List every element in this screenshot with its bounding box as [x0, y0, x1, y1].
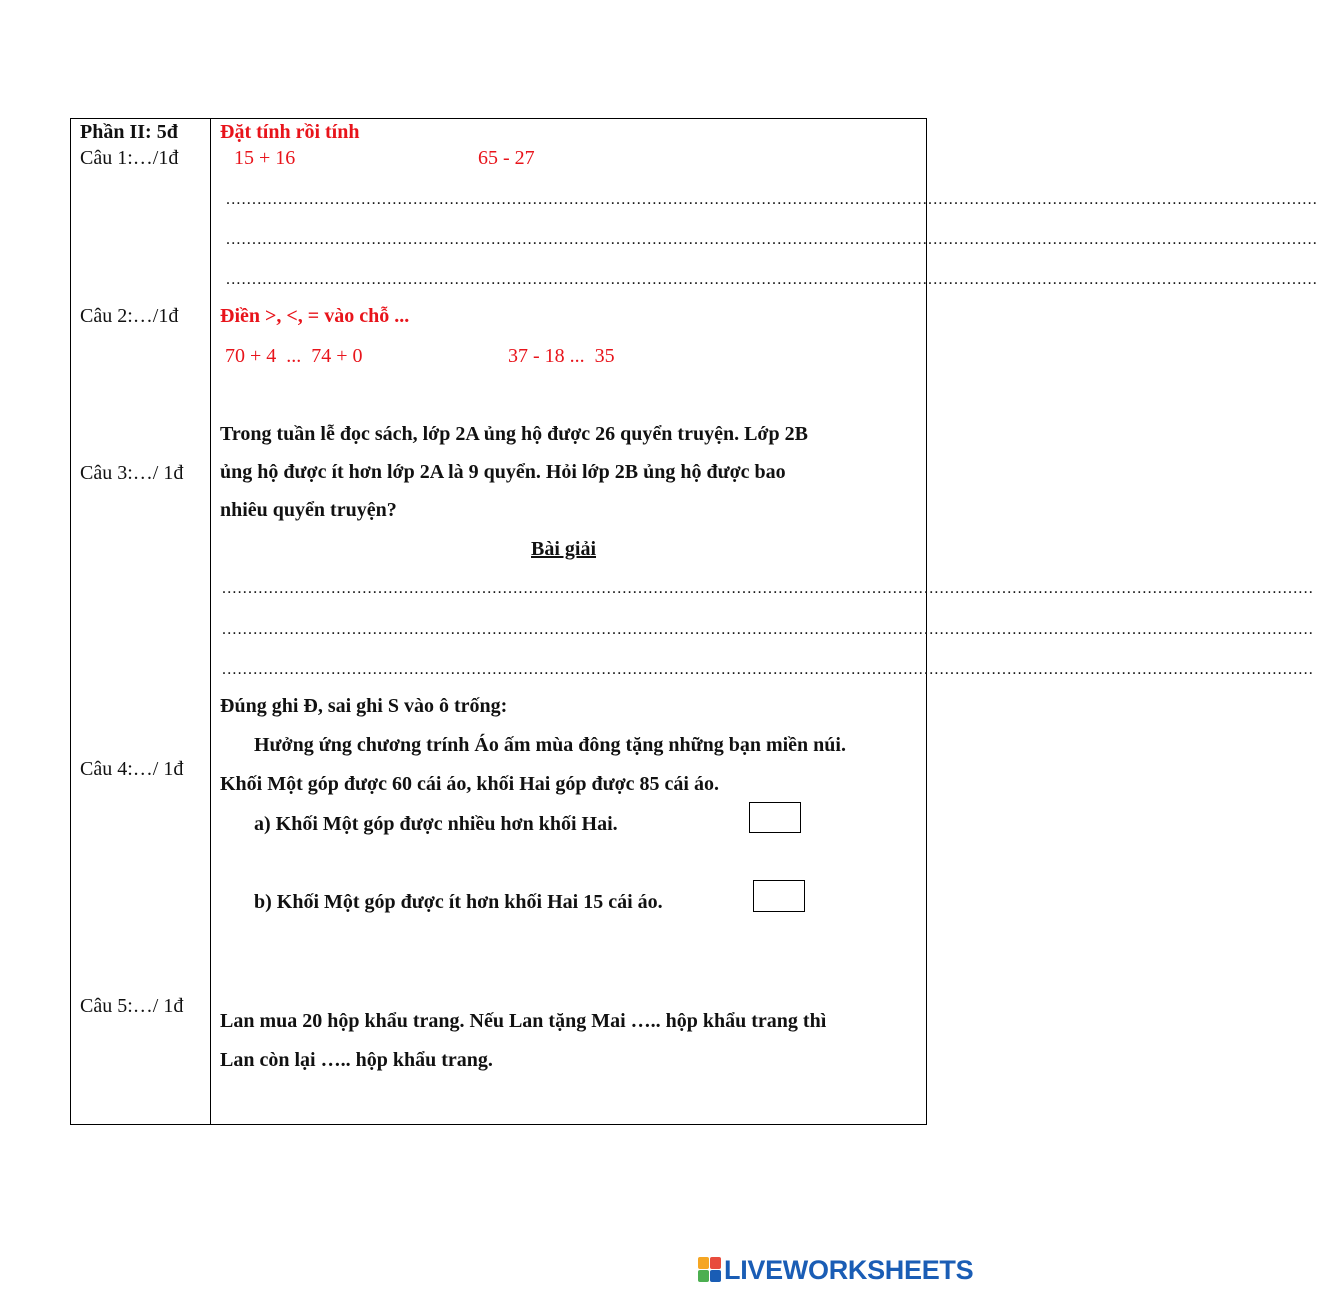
- question-5-text-line-2: Lan còn lại ….. hộp khẩu trang.: [220, 1049, 493, 1071]
- question-4-label: Câu 4:…/ 1đ: [80, 758, 184, 780]
- question-4-heading: Đúng ghi Đ, sai ghi S vào ô trống:: [220, 695, 508, 717]
- answer-box-a[interactable]: [749, 802, 801, 833]
- statement-b: b) Khối Một góp được ít hơn khối Hai 15 cái áo.: [254, 891, 663, 913]
- question-4-text-line-2: Khối Một góp được 60 cái áo, khối Hai góp được 85 cái áo.: [220, 773, 719, 795]
- compare-item-1[interactable]: 70 + 4 ... 74 + 0: [225, 345, 363, 367]
- question-1-label: Câu 1:…/1đ: [80, 147, 179, 169]
- answer-line-2[interactable]: ..................................................................................................................................................................................................................: [226, 231, 1318, 248]
- question-2-heading: Điền >, <, = vào chỗ ...: [220, 305, 410, 327]
- statement-a: a) Khối Một góp được nhiều hơn khối Hai.: [254, 813, 618, 835]
- logo-blocks-icon: [698, 1257, 722, 1283]
- question-3-text-line-3: nhiêu quyển truyện?: [220, 499, 397, 521]
- question-5-label: Câu 5:…/ 1đ: [80, 995, 184, 1017]
- calc-item-2: 65 - 27: [478, 147, 535, 169]
- solution-line-2[interactable]: ..................................................................................................................................................................................................................: [222, 621, 1314, 638]
- answer-box-b[interactable]: [753, 880, 805, 912]
- liveworksheets-logo: [698, 1254, 973, 1286]
- logo-text: LIVEWORKSHEETS: [724, 1254, 974, 1285]
- calc-item-1: 15 + 16: [234, 147, 296, 169]
- solution-line-1[interactable]: ..................................................................................................................................................................................................................: [222, 580, 1314, 597]
- question-3-label: Câu 3:…/ 1đ: [80, 462, 184, 484]
- solution-line-3[interactable]: ..................................................................................................................................................................................................................: [222, 661, 1314, 678]
- question-2-label: Câu 2:…/1đ: [80, 305, 179, 327]
- solution-heading: Bài giải: [531, 538, 597, 560]
- answer-line-1[interactable]: ..................................................................................................................................................................................................................: [226, 191, 1318, 208]
- answer-line-3[interactable]: ..................................................................................................................................................................................................................: [226, 271, 1318, 288]
- column-divider: [210, 119, 211, 1124]
- question-5-text-line-1: Lan mua 20 hộp khẩu trang. Nếu Lan tặng Mai ….. hộp khẩu trang thì: [220, 1010, 827, 1032]
- compare-item-2[interactable]: 37 - 18 ... 35: [508, 345, 615, 367]
- question-3-text-line-1: Trong tuần lễ đọc sách, lớp 2A ủng hộ được 26 quyển truyện. Lớp 2B: [220, 423, 808, 445]
- question-3-text-line-2: ủng hộ được ít hơn lớp 2A là 9 quyển. Hỏi lớp 2B ủng hộ được bao: [220, 461, 786, 483]
- section-title: Phần II: 5đ: [80, 121, 178, 143]
- question-4-text-line-1: Hưởng ứng chương trính Áo ấm mùa đông tặng những bạn miền núi.: [254, 734, 846, 756]
- question-1-heading: Đặt tính rồi tính: [220, 121, 360, 143]
